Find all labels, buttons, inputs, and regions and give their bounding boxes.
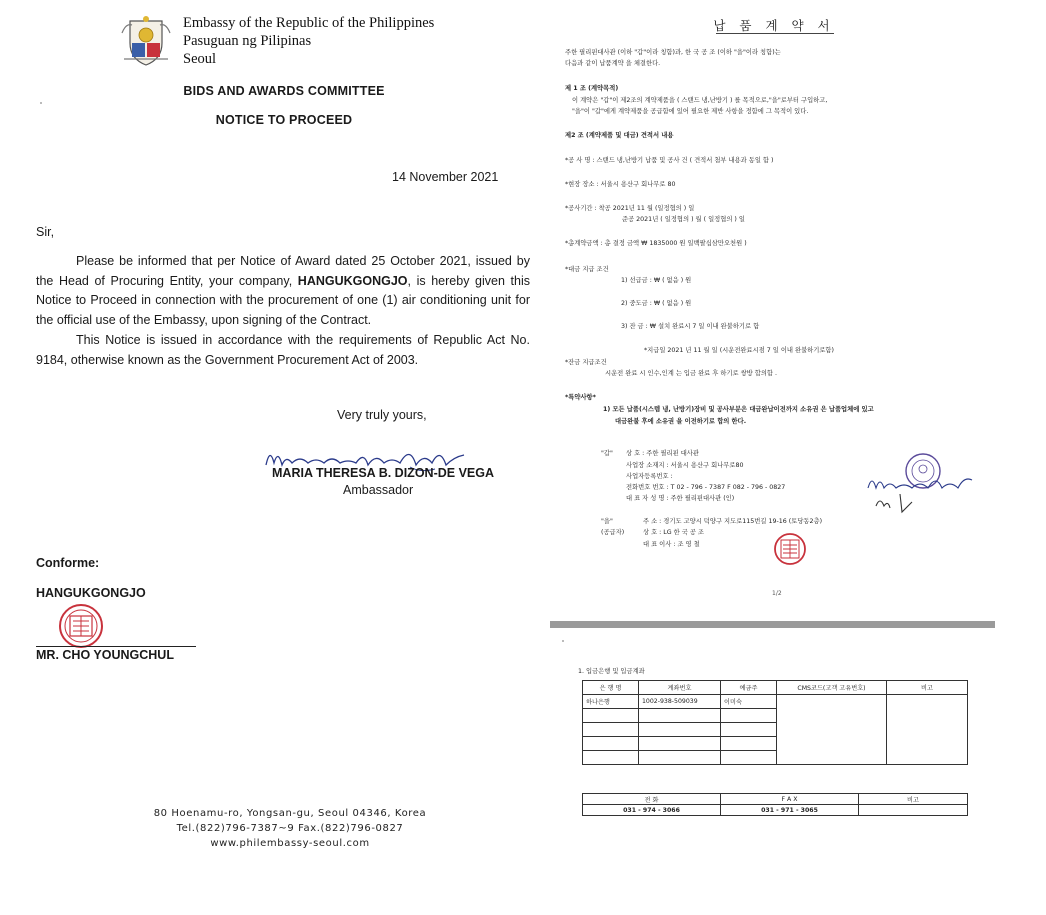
bank-name-cell: 하나은행 [583,695,639,709]
article2-title: 제2 조 (계약제품 및 대금) 견적서 내용 [565,132,674,139]
special-terms-title: *특약사항* [565,394,596,401]
bank-header-cell: 비고 [887,681,968,695]
balance-terms-title: *잔금 지급조건 [565,359,607,366]
bank-note-cell [887,695,968,765]
party-b-sub: (공급자) [601,529,625,536]
phone-cell: 031 - 974 - 3066 [583,805,721,816]
contact-note-cell [859,805,968,816]
account-holder-cell: 이미숙 [721,695,777,709]
contact-header-cell: 비고 [859,794,968,805]
work-name: *공 사 명 : 스탠드 냉,난방기 납품 및 공사 건 ( 견적서 첨부 내용과 동일 함 ) [565,157,774,164]
balance-terms-text: 시운전 완료 시 인수,인계 는 입금 완료 후 하기로 쌍방 합의함 . [605,370,778,377]
signature-line [36,646,196,647]
payment-advance: 1) 선급금 : ₩ ( 없음 ) 원 [621,277,692,284]
notice-paragraph-2: This Notice is issued in accordance with the requirements of Republic Act No. 9184, otherwise known as the Government Procurement Act of 2003. [36,333,530,367]
para1-text-b: , is hereby given this Notice to Proceed in connection with the procurement of one (1) air conditioning unit for the official use of the Embassy, upon signing of the Contract. [36,273,530,327]
contract-intro-2: 다음과 같이 납품계약 을 체결한다. [565,60,661,67]
embassy-letterhead [183,14,434,68]
contact-header-cell: F A X [721,794,859,805]
work-period-start: *공사기간 : 착공 2021년 11 월 (일정협의 ) 일 [565,205,695,212]
bank-account-table [582,680,968,765]
party-a-regno: 사업자등록번호 : [626,473,673,480]
party-b-name: 상 호 : LG 한 국 공 조 [643,529,705,536]
article1-line1: 이 계약은 "갑"이 제2조의 계약제품을 ( 스탠드 냉,난방기 ) 를 목적으로,"을"로부터 구입하고, [572,97,828,104]
supplier-seal-stamp-icon [773,532,807,566]
account-number-cell: 1002-938-509039 [639,695,721,709]
bank-header-cell: 계좌번호 [639,681,721,695]
contract-title: 납 품 계 약 서 [713,18,835,33]
article1-line2: "을"이 "갑"에게 계약제품을 공급함에 있어 필요한 제반 사항을 정함에 그 목적이 있다. [572,108,809,115]
scan-speck [40,102,42,104]
table-row [583,805,968,816]
conforme-label: Conforme: [36,556,100,570]
para1-text-a: Please be informed that per Notice of Award dated 25 October 2021, issued by the Head of Procuring Entity, your company, [36,254,530,288]
company-name: HANGUKGONGJO [36,586,146,600]
title-underline [716,33,834,34]
footer-address: 80 Hoenamu-ro, Yongsan-gu, Seoul 04346, Korea [153,808,427,819]
salutation: Sir, [36,225,55,239]
footer-website: www.philembassy-seoul.com [210,838,370,849]
bank-header-cell: CMS코드(고객 고유번호) [777,681,887,695]
scan-speck [562,640,564,642]
bank-table-header [583,681,968,695]
contract-total: *총계약금액 : 총 결정 금액 ₩ 1835000 원 일백팔십삼만오천원 ) [565,240,747,247]
party-a-name: 상 호 : 주한 필리핀 대사관 [626,450,699,457]
party-a-address: 사업장 소재지 : 서울시 용산구 회나무로80 [626,462,744,469]
payment-balance: 3) 잔 금 : ₩ 설치 완료시 7 일 이내 완불하기로 함 [621,323,760,330]
payment-date: *지급일 2021 년 11 월 일 (시운전완료시점 7 일 이내 완불하기로함) [644,347,834,354]
letterhead-line1: Embassy of the Republic of the Philippines [183,15,435,31]
work-period-end: 준공 2021년 ( 일정협의 ) 월 ( 일정협의 ) 일 [622,216,745,223]
special-terms-1: 1) 모든 납품(시스템 냉, 난방기)장비 및 공사부분은 대금완납이전까지 소유권 은 납품업체에 있고 [603,406,874,413]
party-b-label: "을" [601,518,613,525]
article1-title: 제 1 조 (계약목적) [565,85,619,92]
supply-contract-document [548,0,1046,915]
company-seal-stamp-icon [58,603,104,649]
contact-header-cell: 전 화 [583,794,721,805]
fax-cell: 031 - 971 - 3065 [721,805,859,816]
contract-intro-1: 주한 필리핀대사관 (이하 "갑"이라 칭함)과, 한 국 공 조 (이하 "을"이라 칭함)는 [565,49,781,56]
party-a-label: "갑" [601,450,613,457]
letterhead-line3: Seoul [183,51,217,67]
party-a-rep: 대 표 자 성 명 : 주한 필리핀대사관 (인) [626,495,735,502]
bank-section-title: 1. 입금은행 및 입금계좌 [578,668,645,675]
bank-header-cell: 은 행 명 [583,681,639,695]
contact-table-header [583,794,968,805]
party-a-initials [874,492,914,514]
party-a-phone: 전화번호 번호 : T 02 - 796 - 7387 F 082 - 796 - 0827 [626,484,786,491]
work-site: *현장 장소 : 서울시 용산구 회나무로 80 [565,181,676,188]
payment-terms-title: *대금 지급 조건 [565,266,609,273]
para1-company: HANGUKGONGJO [297,273,408,288]
notice-paragraph-1 [36,252,530,330]
ambassador-title: Ambassador [343,483,414,497]
committee-heading: BIDS AND AWARDS COMMITTEE [183,84,385,98]
cms-code-cell [777,695,887,765]
party-b-rep: 대 표 이사 : 조 영 철 [643,541,700,548]
bank-header-cell: 예금주 [721,681,777,695]
closing-line: Very truly yours, [337,408,427,422]
special-terms-2: 대금완불 후에 소유권 을 이전하기로 합의 한다. [615,418,747,425]
ambassador-name: MARIA THERESA B. DIZON-DE VEGA [272,466,494,480]
payment-interim: 2) 중도금 : ₩ ( 없음 ) 원 [621,300,692,307]
footer-phone: Tel.(822)796-7387~9 Fax.(822)796-0827 [176,823,404,834]
page-number: 1/2 [772,590,782,597]
letter-footer [140,806,440,851]
philippine-seal-icon [120,13,172,67]
contact-table [582,793,968,816]
page-divider [550,621,995,628]
notice-title: NOTICE TO PROCEED [215,113,353,127]
company-signatory: MR. CHO YOUNGCHUL [36,648,174,662]
notice-date: 14 November 2021 [392,170,499,184]
letterhead-line2: Pasuguan ng Pilipinas [183,33,312,49]
party-b-address: 주 소 : 경기도 고양시 덕양구 지도로115번길 19-16 (토당동2층) [643,518,823,525]
table-row [583,695,968,709]
